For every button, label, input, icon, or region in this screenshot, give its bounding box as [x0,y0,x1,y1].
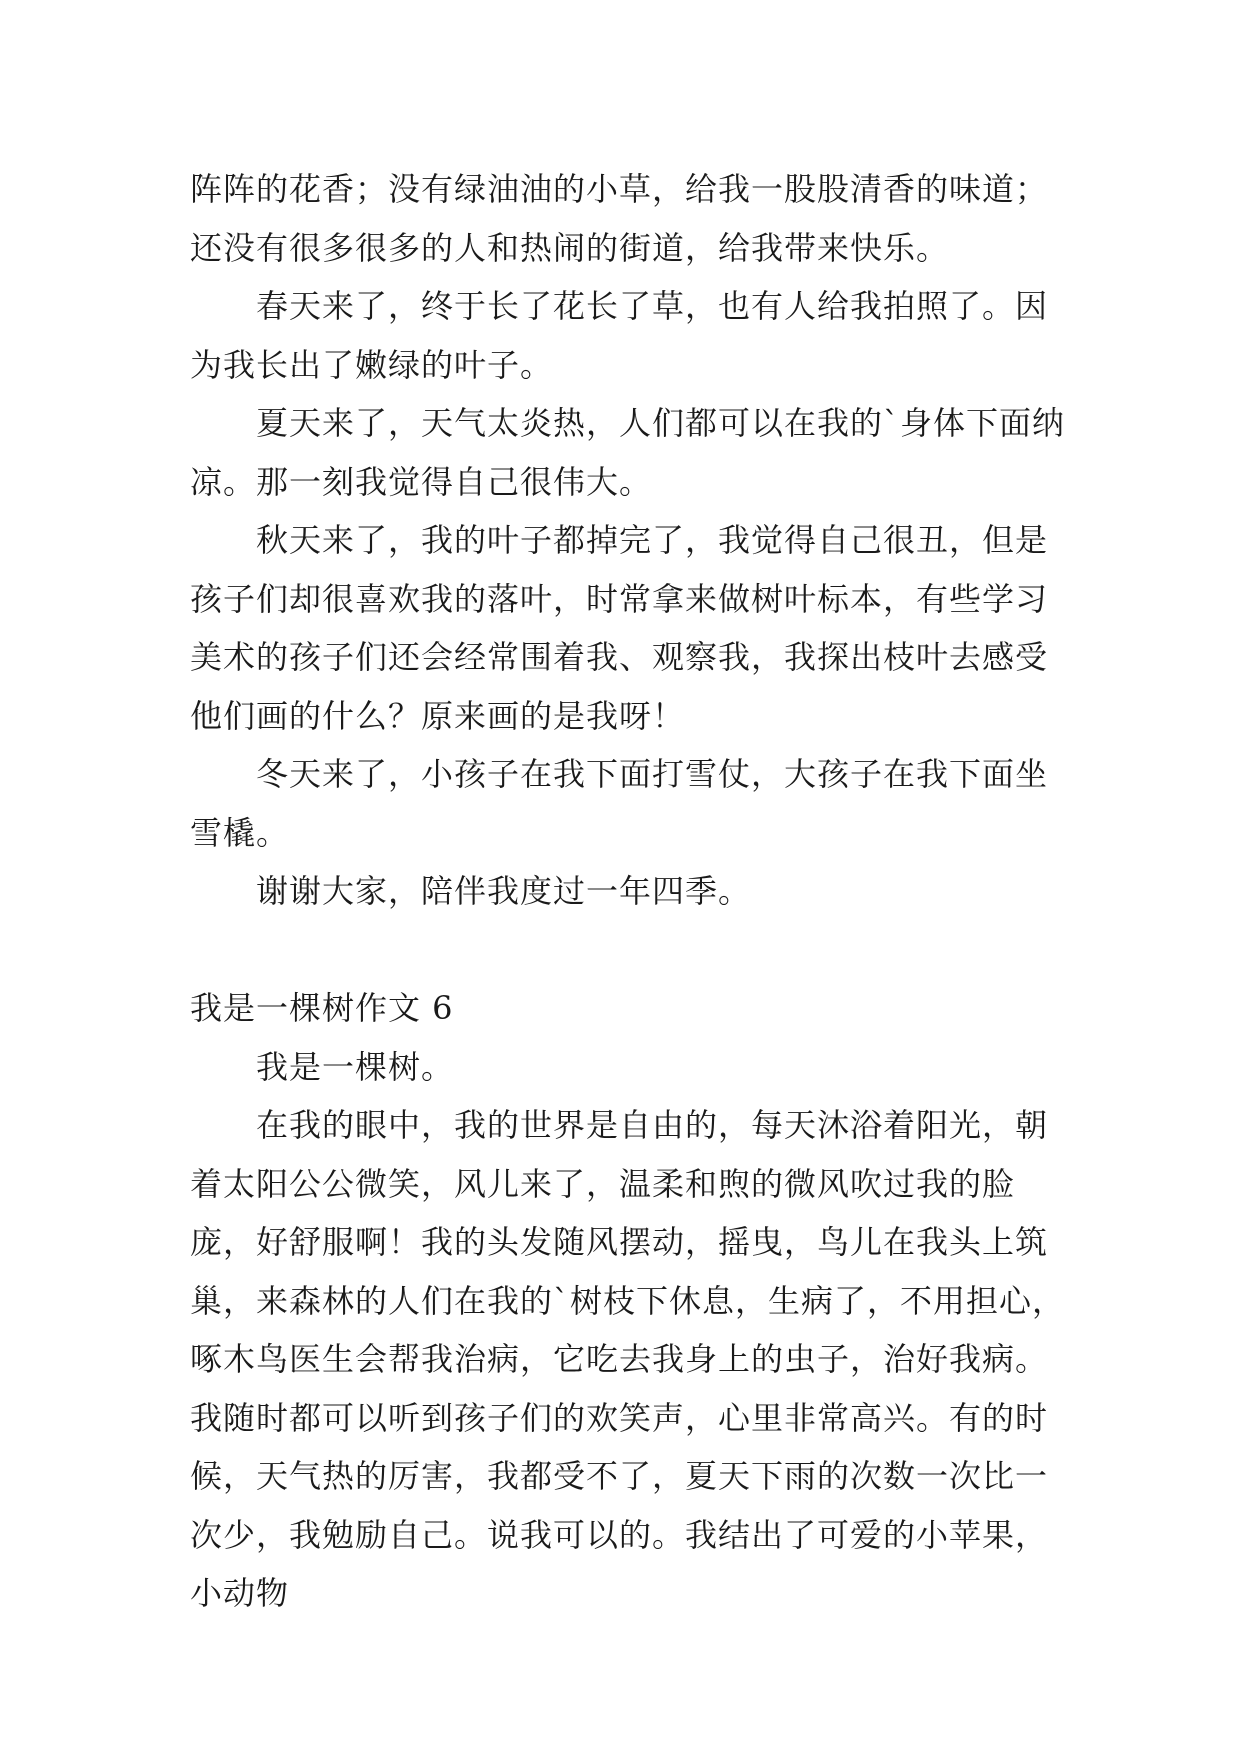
section-heading: 我是一棵树作文 6 [190,989,454,1027]
paragraph: 在我的眼中，我的世界是自由的，每天沐浴着阳光，朝着太阳公公微笑，风儿来了，温柔和煦的微风吹过我的脸庞，好舒服啊！我的头发随风摆动，摇曳，鸟儿在我头上筑巢，来森林的人们在我的`树枝下休息，生病了，不用担心，啄木鸟医生会帮我治病，它吃去我身上的虫子，治好我病。我随时都可以听到孩子们的欢笑声，心里非常高兴。有的时候，天气热的厉害，我都受不了，夏天下雨的次数一次比一次少，我勉励自己。说我可以的。我结出了可爱的小苹果，小动物 [190,1106,1066,1612]
paragraph: 谢谢大家，陪伴我度过一年四季。 [256,872,752,910]
paragraph: 阵阵的花香；没有绿油油的小草，给我一股股清香的味道；还没有很多很多的人和热闹的街道，给我带来快乐。 [190,170,1049,267]
paragraph: 秋天来了，我的叶子都掉完了，我觉得自己很丑，但是孩子们却很喜欢我的落叶，时常拿来做树叶标本，有些学习美术的孩子们还会经常围着我、观察我，我探出枝叶去感受他们画的什么？原来画的是我呀！ [190,521,1049,735]
paragraph: 冬天来了，小孩子在我下面打雪仗，大孩子在我下面坐雪橇。 [190,755,1049,852]
paragraph: 夏天来了，天气太炎热，人们都可以在我的`身体下面纳凉。那一刻我觉得自己很伟大。 [190,404,1066,501]
document-body [190,160,1070,1623]
paragraph: 我是一棵树。 [256,1047,455,1086]
paragraph: 春天来了，终于长了花长了草，也有人给我拍照了。因为我长出了嫩绿的叶子。 [190,287,1049,384]
